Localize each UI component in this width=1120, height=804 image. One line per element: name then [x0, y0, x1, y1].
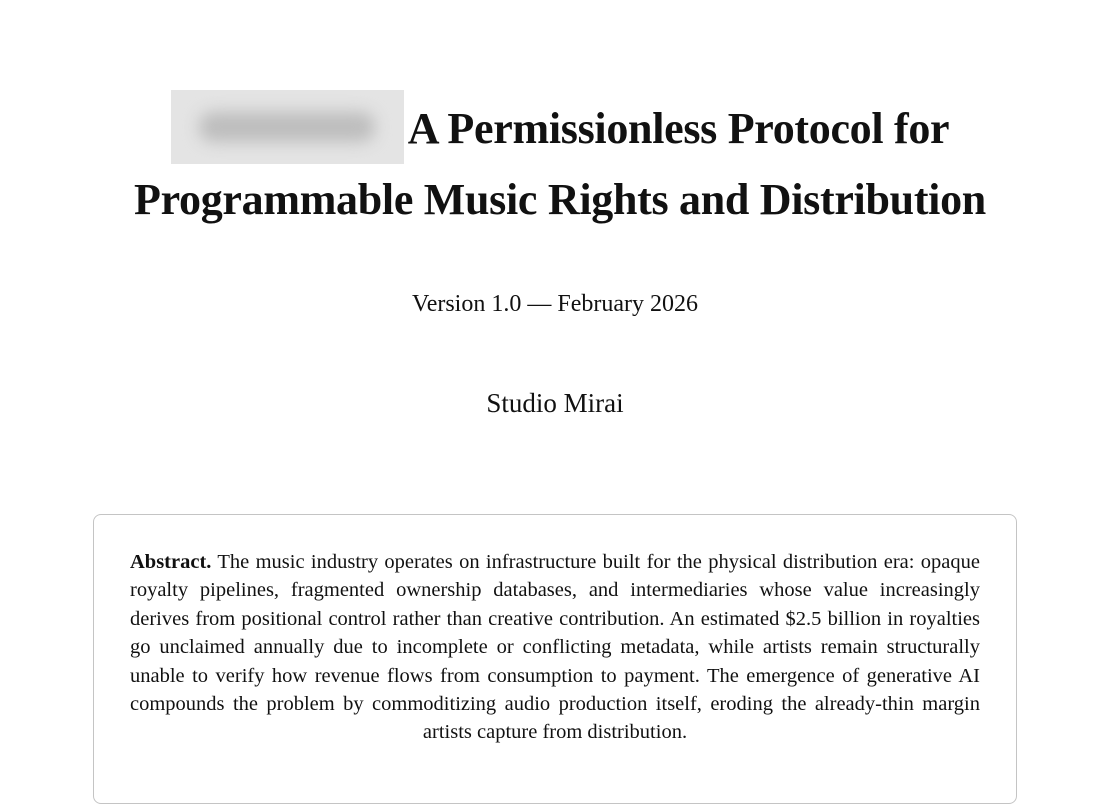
abstract-label: Abstract.	[130, 551, 212, 573]
abstract-box	[93, 514, 1017, 804]
title-block	[60, 96, 1060, 230]
version-date: Version 1.0 — February 2026	[412, 291, 698, 317]
redacted-logo-icon	[171, 90, 404, 164]
abstract-paragraph	[130, 548, 980, 747]
title-line-1	[60, 96, 1060, 170]
redacted-logo-shape	[199, 112, 375, 142]
abstract-body: The music industry operates on infrastructure built for the physical distribution era: opaque royalty pipelines, fragmented ownership databases, and intermediaries whose value increasingly derives from positional control rather than creative contribution. An estimated $2.5 billion in royalties go unclaimed annually due to incomplete or conflicting metadata, while artists remain structurally unable to verify how revenue flows from consumption to payment. The emergence of generative AI compounds the problem by commoditizing audio production itself, eroding the already-thin margin artists capture from distribution.	[130, 551, 980, 744]
paper-title	[60, 96, 1060, 230]
title-line-1-text: A Permissionless Protocol for	[407, 104, 950, 154]
author-name: Studio Mirai	[486, 388, 624, 418]
title-line-2: Programmable Music Rights and Distribution	[134, 175, 986, 224]
